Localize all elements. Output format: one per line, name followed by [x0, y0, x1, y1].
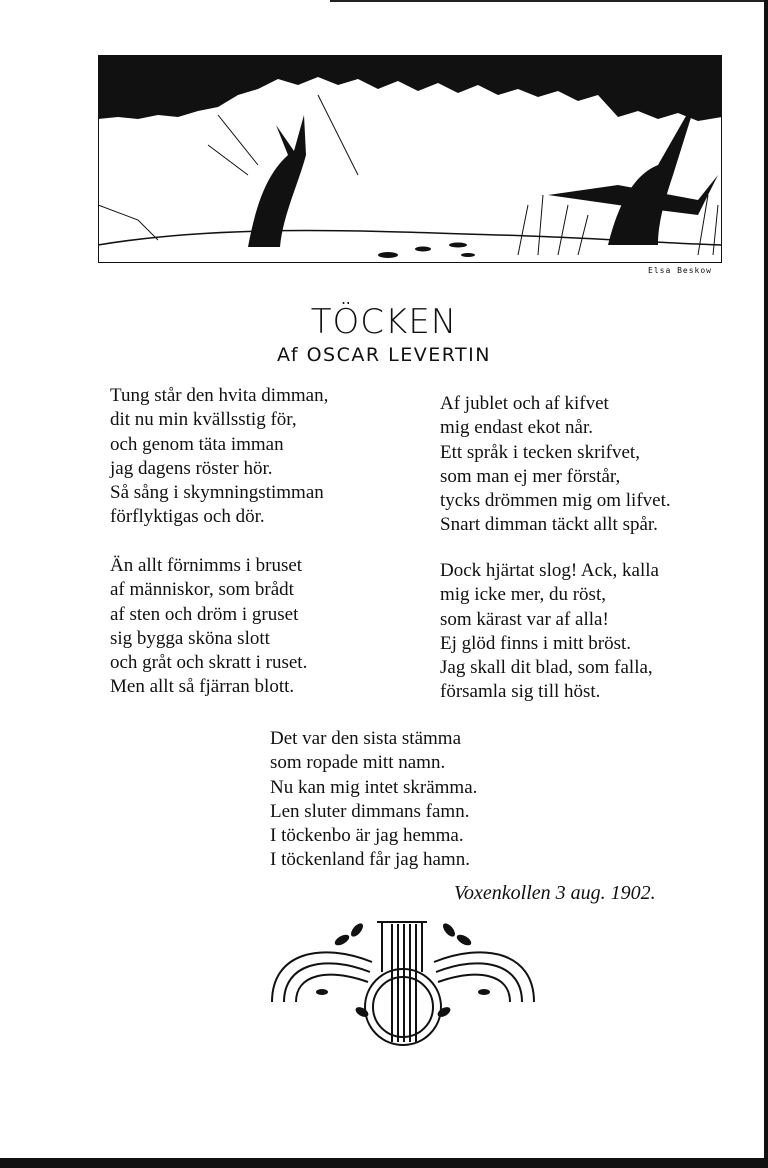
- verse-line: I töckenland får jag hamn.: [270, 849, 470, 871]
- verse-line: sig bygga sköna slott: [110, 627, 270, 649]
- lyre-ornament: [262, 912, 544, 1054]
- verse-line: och genom täta imman: [110, 433, 284, 455]
- verse-line: förflyktigas och dör.: [110, 506, 265, 528]
- poem-title: TÖCKEN: [310, 302, 458, 342]
- verse-line: Det var den sista stämma: [270, 728, 462, 749]
- verse-line: som man ej mer förstår,: [440, 465, 621, 487]
- stanza-2: [440, 392, 671, 538]
- verse-line: Så sång i skymningstimman: [110, 482, 324, 504]
- verse-line: Len sluter dimmans famn.: [270, 800, 470, 822]
- verse-line: som kärast var af alla!: [440, 608, 609, 630]
- verse-line: af människor, som brådt: [110, 579, 294, 601]
- verse-line: Nu kan mig intet skrämma.: [270, 776, 478, 798]
- page-edge-bottom: [0, 1158, 768, 1168]
- winter-landscape-illustration: [98, 55, 722, 263]
- verse-line: Tung står den hvita dimman,: [110, 385, 329, 406]
- page-edge-top: [330, 0, 768, 2]
- verse-line: Af jublet och af kifvet: [440, 393, 609, 414]
- verse-line: jag dagens röster hör.: [110, 457, 273, 479]
- stanza-1: [110, 384, 328, 530]
- verse-line: Men allt så fjärran blott.: [110, 676, 295, 698]
- stanza-3: [110, 554, 307, 700]
- verse-line: och gråt och skratt i ruset.: [110, 652, 308, 674]
- stanza-5: [270, 727, 477, 873]
- verse-line: Ej glöd finns i mitt bröst.: [440, 632, 632, 654]
- verse-line: af sten och dröm i gruset: [110, 603, 299, 625]
- verse-line: tycks drömmen mig om lifvet.: [440, 490, 671, 512]
- verse-line: I töckenbo är jag hemma.: [270, 825, 464, 847]
- stanza-4: [440, 559, 659, 705]
- dateline: Voxenkollen 3 aug. 1902.: [454, 882, 656, 904]
- poem-author: Af OSCAR LEVERTIN: [277, 344, 491, 366]
- verse-line: församla sig till höst.: [440, 681, 601, 703]
- illustrator-signature: Elsa Beskow: [648, 266, 712, 275]
- verse-line: som ropade mitt namn.: [270, 752, 446, 774]
- verse-line: Än allt förnimms i bruset: [110, 555, 303, 576]
- verse-line: Dock hjärtat slog! Ack, kalla: [440, 560, 659, 581]
- page-edge-right: [764, 0, 768, 1168]
- verse-line: mig icke mer, du röst,: [440, 584, 606, 606]
- verse-line: Snart dimman täckt allt spår.: [440, 514, 658, 536]
- verse-line: mig endast ekot når.: [440, 417, 594, 439]
- verse-line: Jag skall dit blad, som falla,: [440, 657, 653, 679]
- verse-line: Ett språk i tecken skrifvet,: [440, 441, 640, 463]
- verse-line: dit nu min kvällsstig för,: [110, 409, 297, 431]
